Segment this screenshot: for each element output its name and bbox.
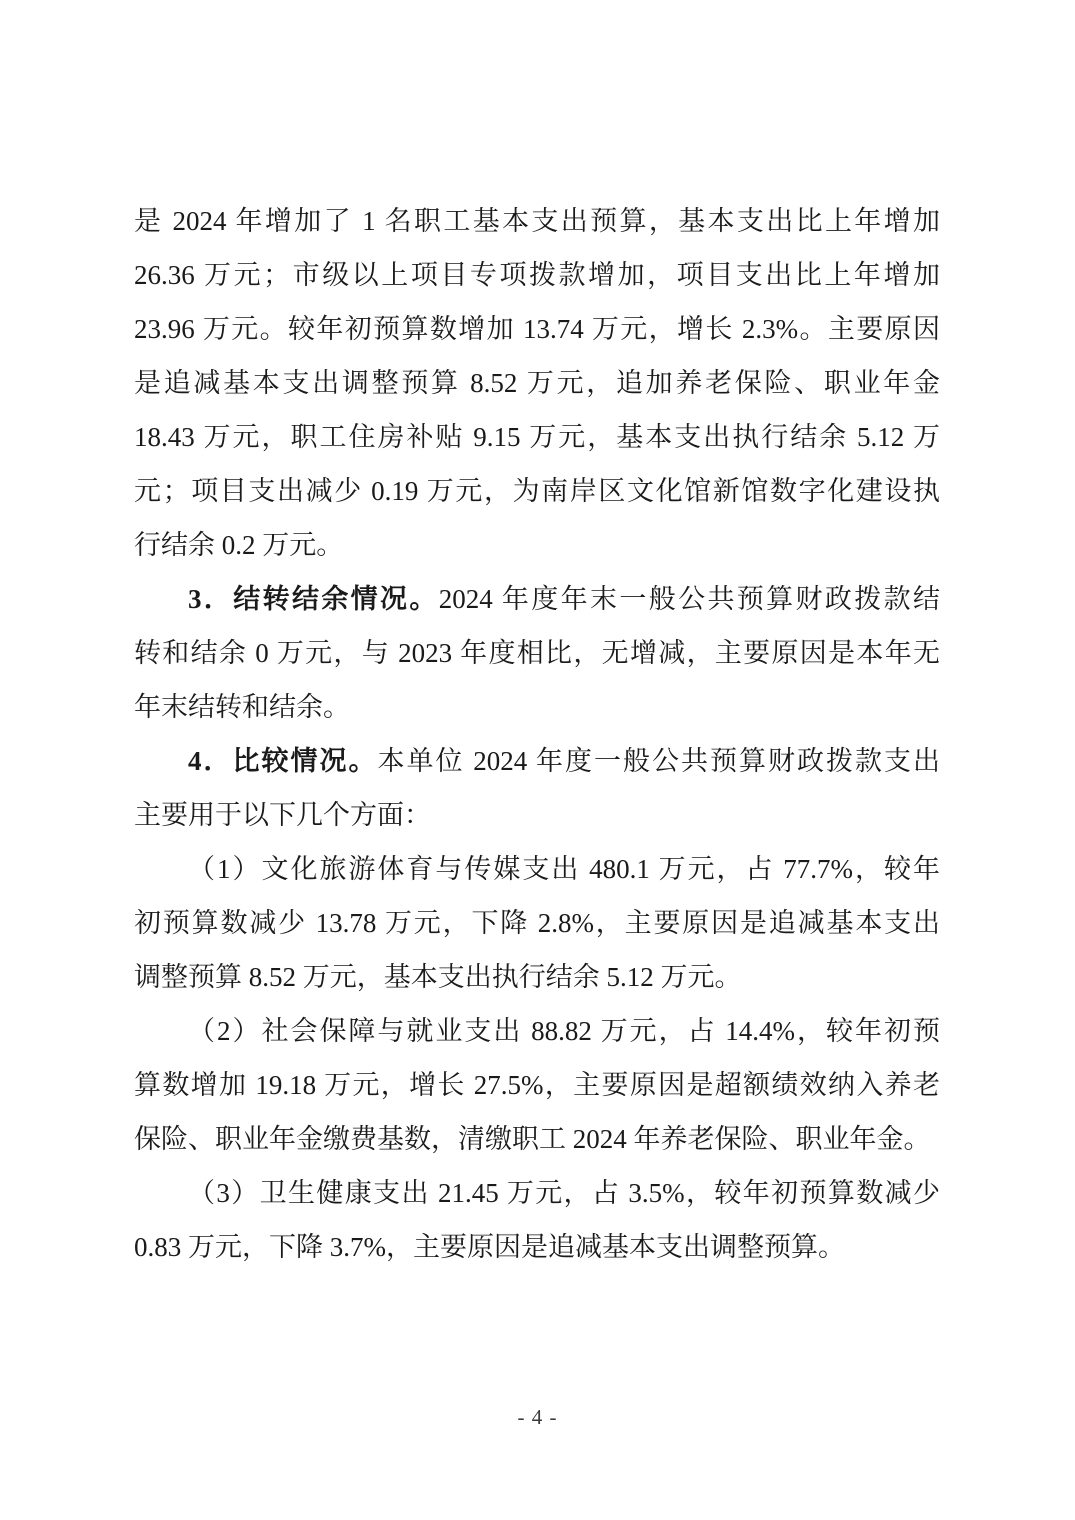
body-text: （2）社会保障与就业支出 88.82 万元，占 14.4%，较年初预	[188, 1016, 940, 1046]
para-3-carryover-balance	[134, 572, 940, 734]
text-line	[134, 410, 940, 464]
text-line	[134, 248, 940, 302]
text-line	[134, 1004, 940, 1058]
text-line	[134, 464, 940, 518]
body-text: （3）卫生健康支出 21.45 万元，占 3.5%，较年初预算数减少	[188, 1178, 940, 1208]
text-line	[134, 518, 940, 572]
body-text: 行结余 0.2 万元。	[134, 530, 344, 560]
body-text: 本单位 2024 年度一般公共预算财政拨款支出	[377, 746, 940, 776]
text-line	[134, 950, 940, 1004]
body-text: 转和结余 0 万元，与 2023 年度相比，无增减，主要原因是本年无	[134, 638, 940, 668]
body-text: 26.36 万元；市级以上项目专项拨款增加，项目支出比上年增加	[134, 260, 940, 290]
para-item-1-culture-tourism	[134, 842, 940, 1004]
body-text: （1）文化旅游体育与传媒支出 480.1 万元，占 77.7%，较年	[188, 854, 940, 884]
text-line	[134, 1112, 940, 1166]
text-line	[134, 896, 940, 950]
body-text: 算数增加 19.18 万元，增长 27.5%，主要原因是超额绩效纳入养老	[134, 1070, 940, 1100]
text-line	[134, 356, 940, 410]
para-item-3-health	[134, 1166, 940, 1274]
text-line	[134, 788, 940, 842]
body-text: 是 2024 年增加了 1 名职工基本支出预算，基本支出比上年增加	[134, 206, 940, 236]
section-heading-text: 3．结转结余情况。	[188, 584, 439, 614]
para-4-comparison	[134, 734, 940, 842]
para-item-2-social-security	[134, 1004, 940, 1166]
text-line	[134, 842, 940, 896]
body-text: 主要用于以下几个方面：	[134, 800, 431, 830]
body-text: 23.96 万元。较年初预算数增加 13.74 万元，增长 2.3%。主要原因	[134, 314, 940, 344]
para-expenditure-change-continued	[134, 194, 940, 572]
body-text: 18.43 万元，职工住房补贴 9.15 万元，基本支出执行结余 5.12 万	[134, 422, 940, 452]
text-line	[134, 572, 940, 626]
document-body	[134, 194, 940, 1274]
body-text: 元；项目支出减少 0.19 万元，为南岸区文化馆新馆数字化建设执	[134, 476, 940, 506]
body-text: 调整预算 8.52 万元，基本支出执行结余 5.12 万元。	[134, 962, 742, 992]
text-line	[134, 1220, 940, 1274]
page-number: - 4 -	[517, 1405, 558, 1429]
body-text: 2024 年度年末一般公共预算财政拨款结	[438, 584, 940, 614]
text-line	[134, 626, 940, 680]
body-text: 保险、职业年金缴费基数，清缴职工 2024 年养老保险、职业年金。	[134, 1124, 931, 1154]
body-text: 0.83 万元，下降 3.7%，主要原因是追减基本支出调整预算。	[134, 1232, 845, 1262]
section-heading-text: 4．比较情况。	[188, 746, 378, 776]
text-line	[134, 1058, 940, 1112]
text-line	[134, 734, 940, 788]
body-text: 是追减基本支出调整预算 8.52 万元，追加养老保险、职业年金	[134, 368, 940, 398]
text-line	[134, 302, 940, 356]
text-line	[134, 1166, 940, 1220]
text-line	[134, 194, 940, 248]
text-line	[134, 680, 940, 734]
body-text: 初预算数减少 13.78 万元，下降 2.8%，主要原因是追减基本支出	[134, 908, 940, 938]
body-text: 年末结转和结余。	[134, 692, 350, 722]
